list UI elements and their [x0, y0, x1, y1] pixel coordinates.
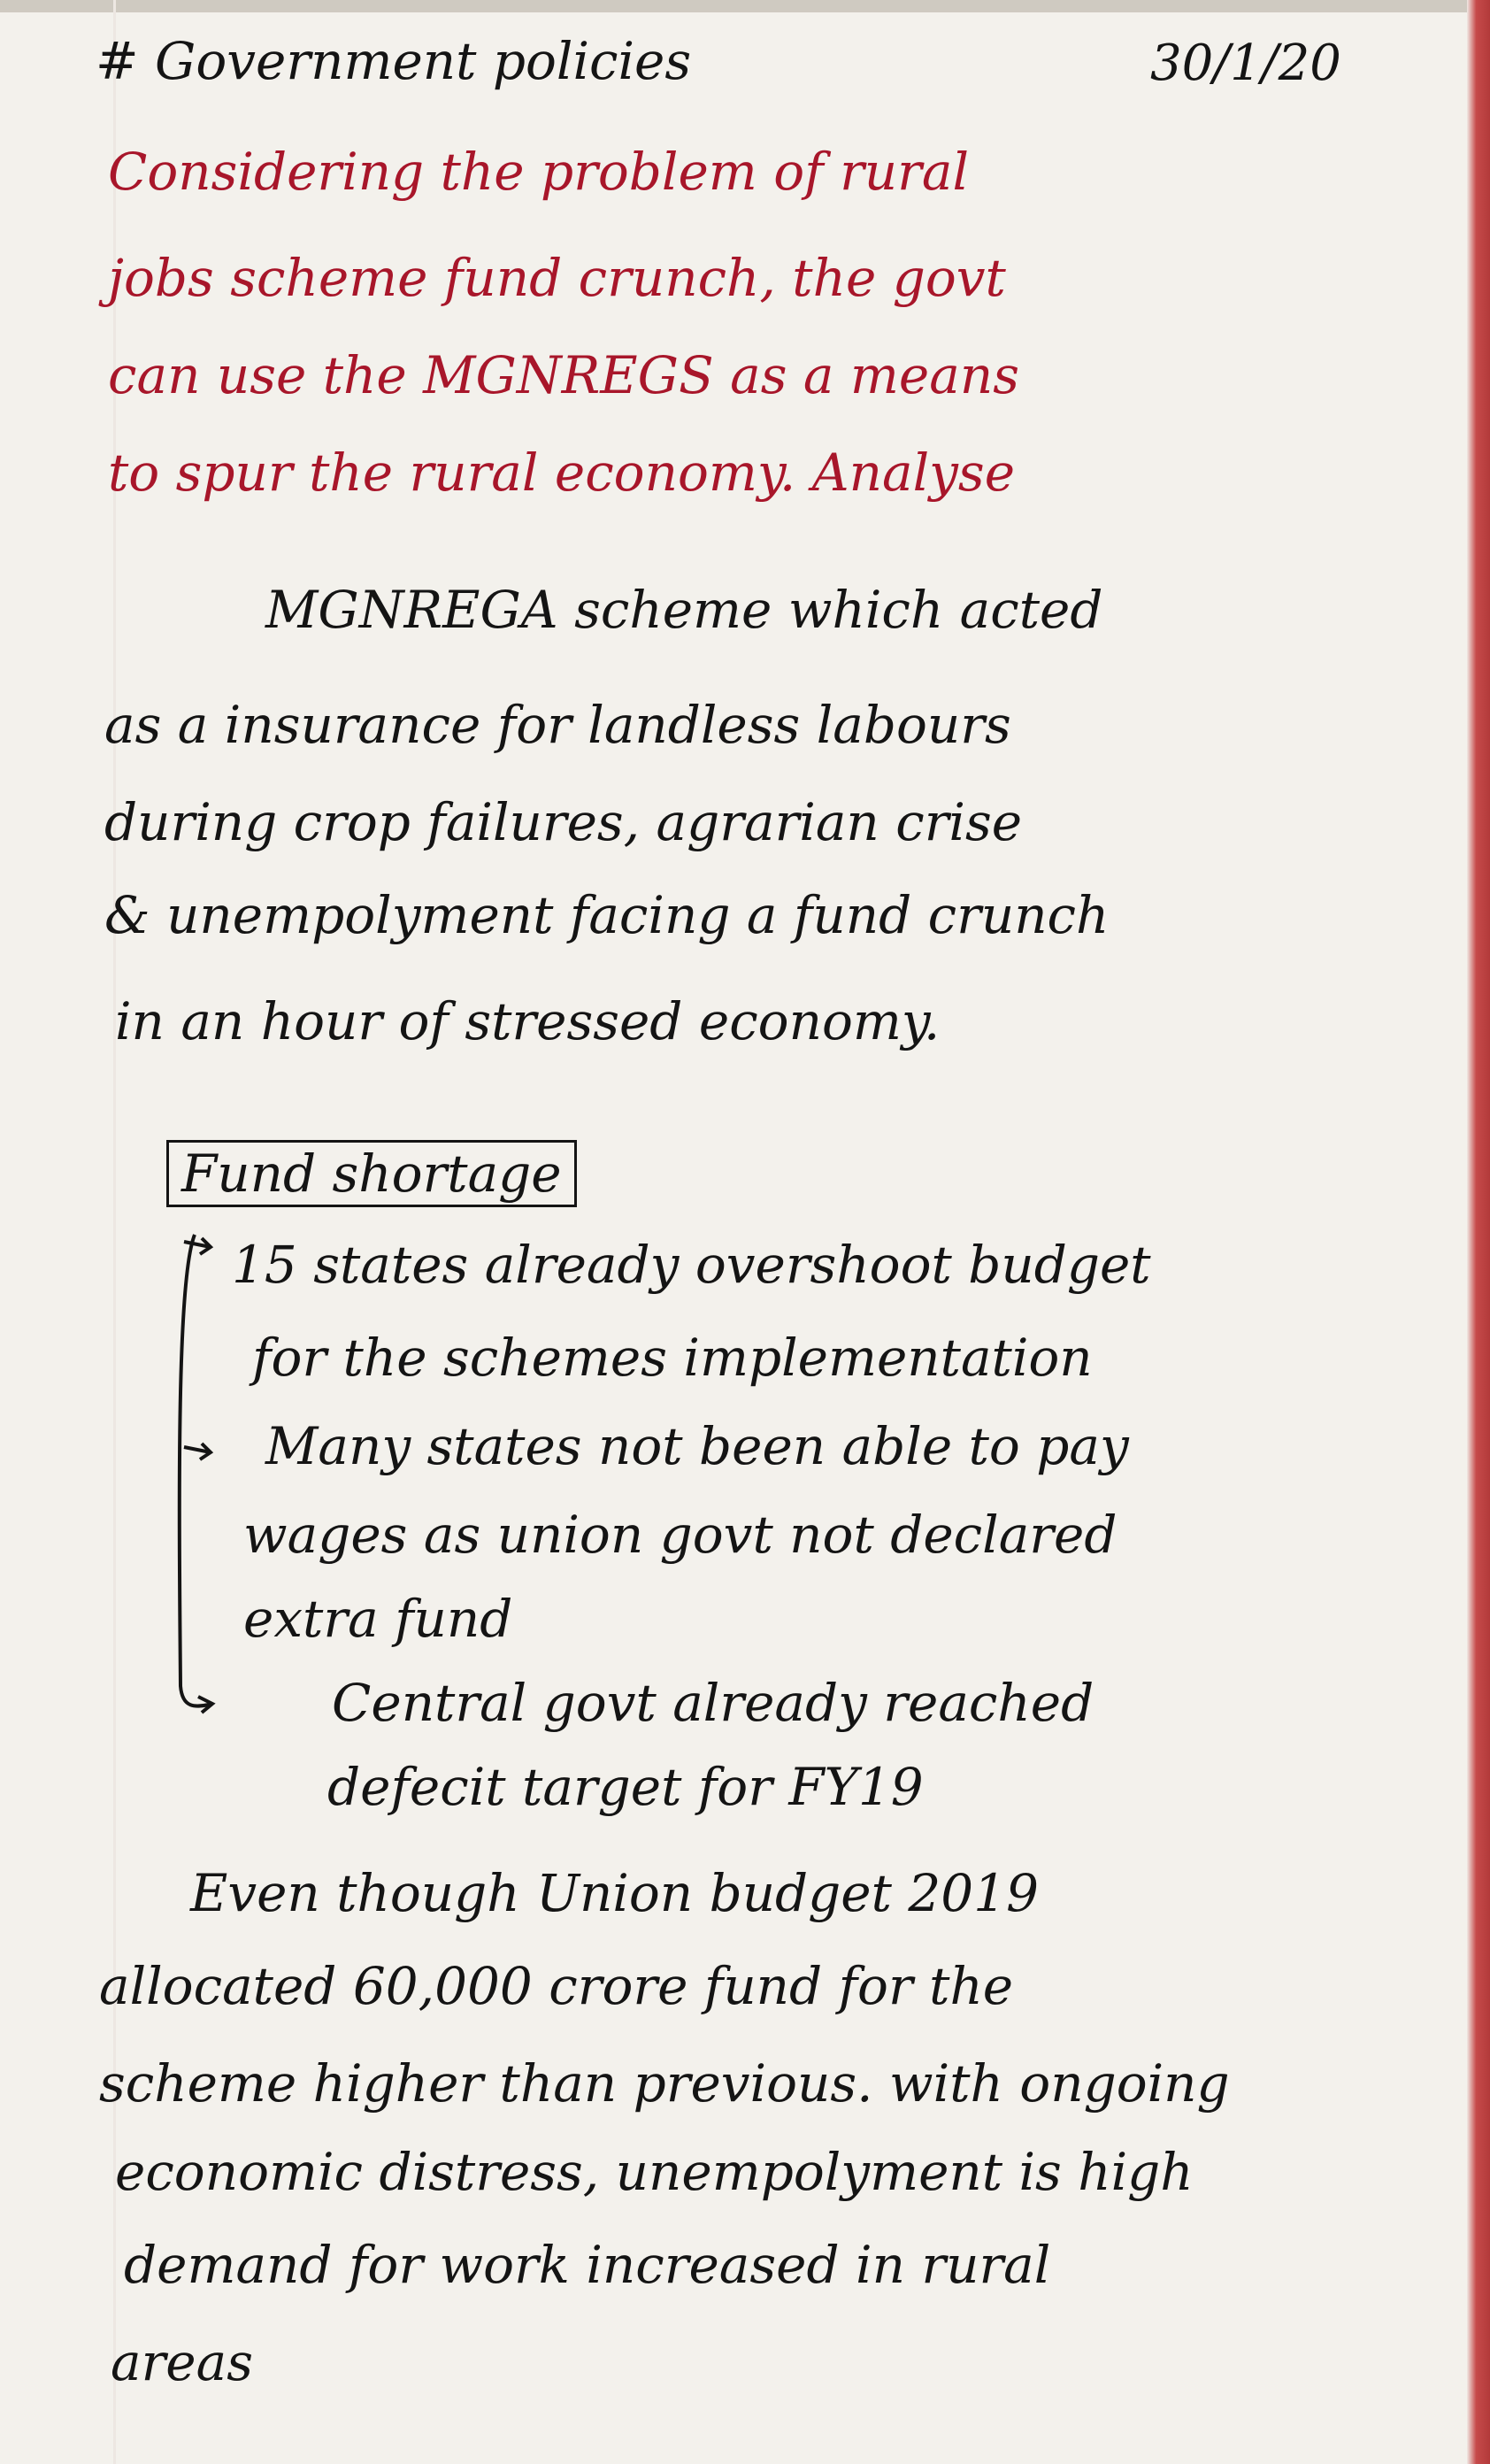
page-top-edge	[0, 0, 1490, 12]
fund-point-1-line-2: for the schemes implementation	[252, 1328, 1093, 1388]
intro-line-3: during crop failures, agrarian crise	[104, 792, 1023, 852]
fund-point-2-line-1: Many states not been able to pay	[265, 1416, 1129, 1476]
question-line-2: jobs scheme fund crunch, the govt	[108, 248, 1006, 308]
intro-line-5: in an hour of stressed economy.	[115, 991, 941, 1051]
intro-line-2: as a insurance for landless labours	[104, 695, 1011, 755]
question-line-4: to spur the rural economy. Analyse	[108, 443, 1016, 503]
question-line-1: Considering the problem of rural	[108, 142, 970, 202]
fund-point-3-line-2: defecit target for FY19	[327, 1757, 924, 1817]
question-line-3: can use the MGNREGS as a means	[108, 345, 1019, 405]
fund-point-1-line-1: 15 states already overshoot budget	[232, 1235, 1151, 1295]
fund-point-2-line-2: wages as union govt not declared	[243, 1505, 1118, 1565]
budget-line-6: areas	[111, 2332, 253, 2392]
fund-point-3-line-1: Central govt already reached	[332, 1673, 1094, 1733]
intro-line-4: & unempolyment facing a fund crunch	[104, 885, 1110, 945]
notebook-red-edge	[1467, 0, 1490, 2464]
budget-line-5: demand for work increased in rural	[124, 2235, 1051, 2295]
budget-line-1: Even though Union budget 2019	[190, 1863, 1039, 1923]
intro-line-1: MGNREGA scheme which acted	[265, 580, 1103, 640]
page-title: # Government policies	[96, 31, 692, 91]
fund-point-2-line-3: extra fund	[243, 1589, 513, 1649]
budget-line-4: economic distress, unempolyment is high	[115, 2142, 1194, 2202]
budget-line-3: scheme higher than previous. with ongoing	[99, 2053, 1230, 2114]
budget-line-2: allocated 60,000 crore fund for the	[99, 1956, 1014, 2016]
bracket-arrows-icon	[168, 1226, 221, 1721]
page-date: 30/1/20	[1150, 35, 1341, 92]
fund-shortage-heading: Fund shortage	[166, 1140, 577, 1207]
